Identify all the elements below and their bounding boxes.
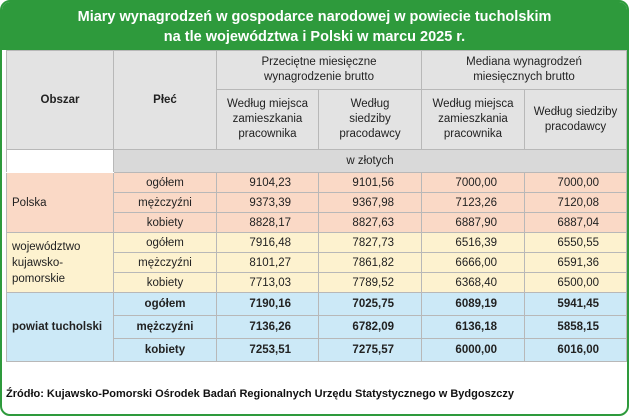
- unit-label: w złotych: [114, 150, 627, 173]
- value-cell: 7025,75: [319, 293, 422, 316]
- wages-table: [6, 50, 627, 362]
- value-cell: 8828,17: [217, 213, 319, 233]
- value-cell: 6666,00: [422, 253, 525, 273]
- value-cell: 9101,56: [319, 173, 422, 193]
- header-obszar: Obszar: [7, 51, 114, 150]
- header-group-average: Przeciętne miesięczne wynagrodzenie brutto: [217, 51, 422, 90]
- value-cell: 6516,39: [422, 233, 525, 253]
- value-cell: 6782,09: [319, 316, 422, 339]
- header-plec: Płeć: [114, 51, 217, 150]
- value-cell: 7916,48: [217, 233, 319, 253]
- value-cell: 7827,73: [319, 233, 422, 253]
- value-cell: 7000,00: [525, 173, 627, 193]
- sex-cell: kobiety: [114, 273, 217, 293]
- area-powiat: powiat tucholski: [7, 293, 114, 362]
- value-cell: 6591,36: [525, 253, 627, 273]
- header-avg-residence: Według miejsca zamieszkania pracownika: [217, 90, 319, 150]
- value-cell: 6887,04: [525, 213, 627, 233]
- value-cell: 6136,18: [422, 316, 525, 339]
- value-cell: 6550,55: [525, 233, 627, 253]
- value-cell: 9373,39: [217, 193, 319, 213]
- value-cell: 5858,15: [525, 316, 627, 339]
- value-cell: 7000,00: [422, 173, 525, 193]
- sex-cell: ogółem: [114, 233, 217, 253]
- value-cell: 7713,03: [217, 273, 319, 293]
- value-cell: 7136,26: [217, 316, 319, 339]
- header-group-median: Mediana wynagrodzeń miesięcznych brutto: [422, 51, 627, 90]
- header-avg-employer: Według siedziby pracodawcy: [319, 90, 422, 150]
- value-cell: 6368,40: [422, 273, 525, 293]
- value-cell: 8827,63: [319, 213, 422, 233]
- sex-cell: kobiety: [114, 339, 217, 362]
- value-cell: 6000,00: [422, 339, 525, 362]
- value-cell: 7120,08: [525, 193, 627, 213]
- value-cell: 6887,90: [422, 213, 525, 233]
- value-cell: 5941,45: [525, 293, 627, 316]
- value-cell: 6089,19: [422, 293, 525, 316]
- source-note: Źródło: Kujawsko-Pomorski Ośrodek Badań Regionalnych Urzędu Statystycznego w Bydgoszczy: [6, 388, 514, 400]
- header-median-residence: Według miejsca zamieszkania pracownika: [422, 90, 525, 150]
- title-line-2: na tle województwa i Polski w marcu 2025 r.: [163, 29, 466, 45]
- title-banner: [2, 2, 627, 50]
- value-cell: 6500,00: [525, 273, 627, 293]
- sex-cell: ogółem: [114, 293, 217, 316]
- sex-cell: mężczyźni: [114, 316, 217, 339]
- value-cell: 6016,00: [525, 339, 627, 362]
- value-cell: 9367,98: [319, 193, 422, 213]
- value-cell: 7123,26: [422, 193, 525, 213]
- value-cell: 7275,57: [319, 339, 422, 362]
- value-cell: 7789,52: [319, 273, 422, 293]
- area-wojewodztwo: województwo kujawsko-pomorskie: [7, 233, 114, 293]
- header-median-employer: Według siedziby pracodawcy: [525, 90, 627, 150]
- sex-cell: ogółem: [114, 173, 217, 193]
- sex-cell: kobiety: [114, 213, 217, 233]
- value-cell: 8101,27: [217, 253, 319, 273]
- value-cell: 9104,23: [217, 173, 319, 193]
- title-line-1: Miary wynagrodzeń w gospodarce narodowej w powiecie tucholskim: [77, 9, 552, 25]
- unit-blank: [7, 150, 114, 173]
- sex-cell: mężczyźni: [114, 193, 217, 213]
- value-cell: 7861,82: [319, 253, 422, 273]
- sex-cell: mężczyźni: [114, 253, 217, 273]
- value-cell: 7190,16: [217, 293, 319, 316]
- area-polska: Polska: [7, 173, 114, 233]
- value-cell: 7253,51: [217, 339, 319, 362]
